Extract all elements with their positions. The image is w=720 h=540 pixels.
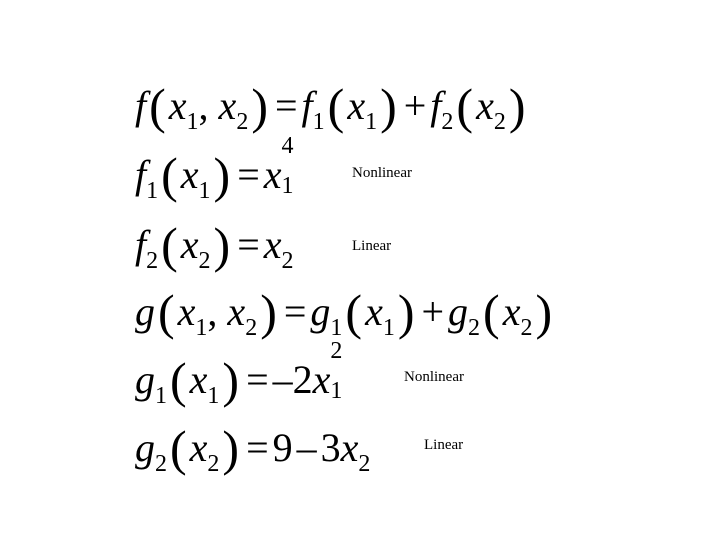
equation-f-sum — [135, 78, 529, 135]
subscript-1: 1 — [281, 173, 294, 199]
paren-left: ( — [158, 284, 175, 340]
paren-left: ( — [170, 420, 187, 476]
symbol-f: f — [135, 83, 147, 128]
subscript-2: 2 — [236, 109, 249, 135]
minus-sign: – — [296, 425, 317, 470]
superscript-4: 4 — [281, 133, 294, 159]
subscript-1: 1 — [198, 178, 211, 204]
note-linear: Linear — [424, 437, 464, 453]
equals-sign: = — [237, 222, 260, 267]
symbol-x: x — [365, 289, 383, 334]
subscript-2: 2 — [281, 248, 294, 274]
symbol-g: g — [135, 357, 155, 402]
paren-left: ( — [327, 78, 345, 134]
equals-sign: = — [237, 152, 260, 197]
plus-sign: + — [403, 83, 427, 128]
symbol-x: x — [227, 289, 246, 334]
subscript-1: 1 — [330, 315, 343, 341]
symbol-x: x — [177, 289, 196, 334]
paren-left: ( — [456, 78, 474, 134]
sup-sub-pair — [281, 133, 296, 199]
equation-g-sum — [135, 284, 555, 341]
symbol-x: x — [502, 289, 521, 334]
note-nonlinear: Nonlinear — [404, 369, 464, 385]
equals-sign: = — [246, 357, 269, 402]
subscript-1: 1 — [195, 315, 208, 341]
subscript-2: 2 — [245, 315, 258, 341]
symbol-g: g — [448, 289, 469, 334]
paren-right: ) — [380, 78, 397, 134]
equation-g2 — [135, 420, 371, 477]
note-nonlinear: Nonlinear — [352, 165, 412, 181]
symbol-x: x — [218, 83, 237, 128]
subscript-1: 1 — [146, 178, 159, 204]
subscript-1: 1 — [330, 378, 343, 404]
coefficient-2: 2 — [292, 357, 313, 402]
symbol-x: x — [312, 357, 331, 402]
subscript-2: 2 — [155, 451, 167, 477]
symbol-x: x — [340, 425, 359, 470]
comma: , — [207, 289, 218, 334]
equals-sign: = — [274, 83, 298, 128]
sup-sub-pair — [330, 338, 344, 404]
minus-sign: – — [272, 357, 293, 402]
equals-sign: = — [283, 289, 307, 334]
subscript-2: 2 — [468, 315, 481, 341]
symbol-x: x — [476, 83, 494, 128]
symbol-x: x — [189, 425, 208, 470]
paren-right: ) — [397, 284, 415, 340]
subscript-1: 1 — [186, 109, 199, 135]
plus-sign: + — [421, 289, 445, 334]
subscript-2: 2 — [493, 109, 506, 135]
symbol-x: x — [263, 222, 282, 267]
subscript-1: 1 — [207, 383, 220, 409]
symbol-x: x — [347, 83, 366, 128]
paren-right: ) — [508, 78, 526, 134]
symbol-f: f — [430, 83, 442, 128]
superscript-2: 2 — [330, 338, 343, 364]
subscript-2: 2 — [198, 248, 211, 274]
paren-right: ) — [213, 217, 231, 273]
constant-9: 9 — [272, 425, 293, 470]
symbol-x: x — [180, 222, 199, 267]
symbol-x: x — [189, 357, 208, 402]
paren-left: ( — [161, 217, 178, 273]
subscript-2: 2 — [441, 109, 454, 135]
equation-f1 — [135, 133, 296, 204]
equals-sign: = — [246, 425, 269, 470]
paren-right: ) — [213, 147, 231, 203]
symbol-f: f — [135, 222, 147, 267]
paren-right: ) — [260, 284, 277, 340]
paren-right: ) — [222, 352, 240, 408]
paren-left: ( — [161, 147, 178, 203]
subscript-1: 1 — [382, 315, 395, 341]
subscript-1: 1 — [365, 109, 378, 135]
subscript-2: 2 — [146, 248, 159, 274]
paren-left: ( — [483, 284, 500, 340]
paren-left: ( — [149, 78, 166, 134]
symbol-g: g — [310, 289, 331, 334]
symbol-f: f — [135, 152, 147, 197]
symbol-f: f — [301, 83, 313, 128]
subscript-1: 1 — [312, 109, 325, 135]
paren-right: ) — [535, 284, 553, 340]
symbol-x: x — [180, 152, 199, 197]
coefficient-3: 3 — [320, 425, 341, 470]
symbol-g: g — [135, 289, 155, 334]
symbol-x: x — [263, 152, 282, 197]
symbol-g: g — [135, 425, 155, 470]
subscript-1: 1 — [155, 383, 167, 409]
comma: , — [198, 83, 209, 128]
subscript-2: 2 — [207, 451, 220, 477]
note-linear: Linear — [352, 238, 392, 254]
paren-left: ( — [345, 284, 363, 340]
symbol-x: x — [168, 83, 187, 128]
paren-left: ( — [170, 352, 187, 408]
paren-right: ) — [222, 420, 240, 476]
equation-f2 — [135, 217, 294, 274]
equation-g1 — [135, 338, 344, 409]
subscript-2: 2 — [358, 451, 371, 477]
subscript-2: 2 — [520, 315, 533, 341]
paren-right: ) — [251, 78, 268, 134]
